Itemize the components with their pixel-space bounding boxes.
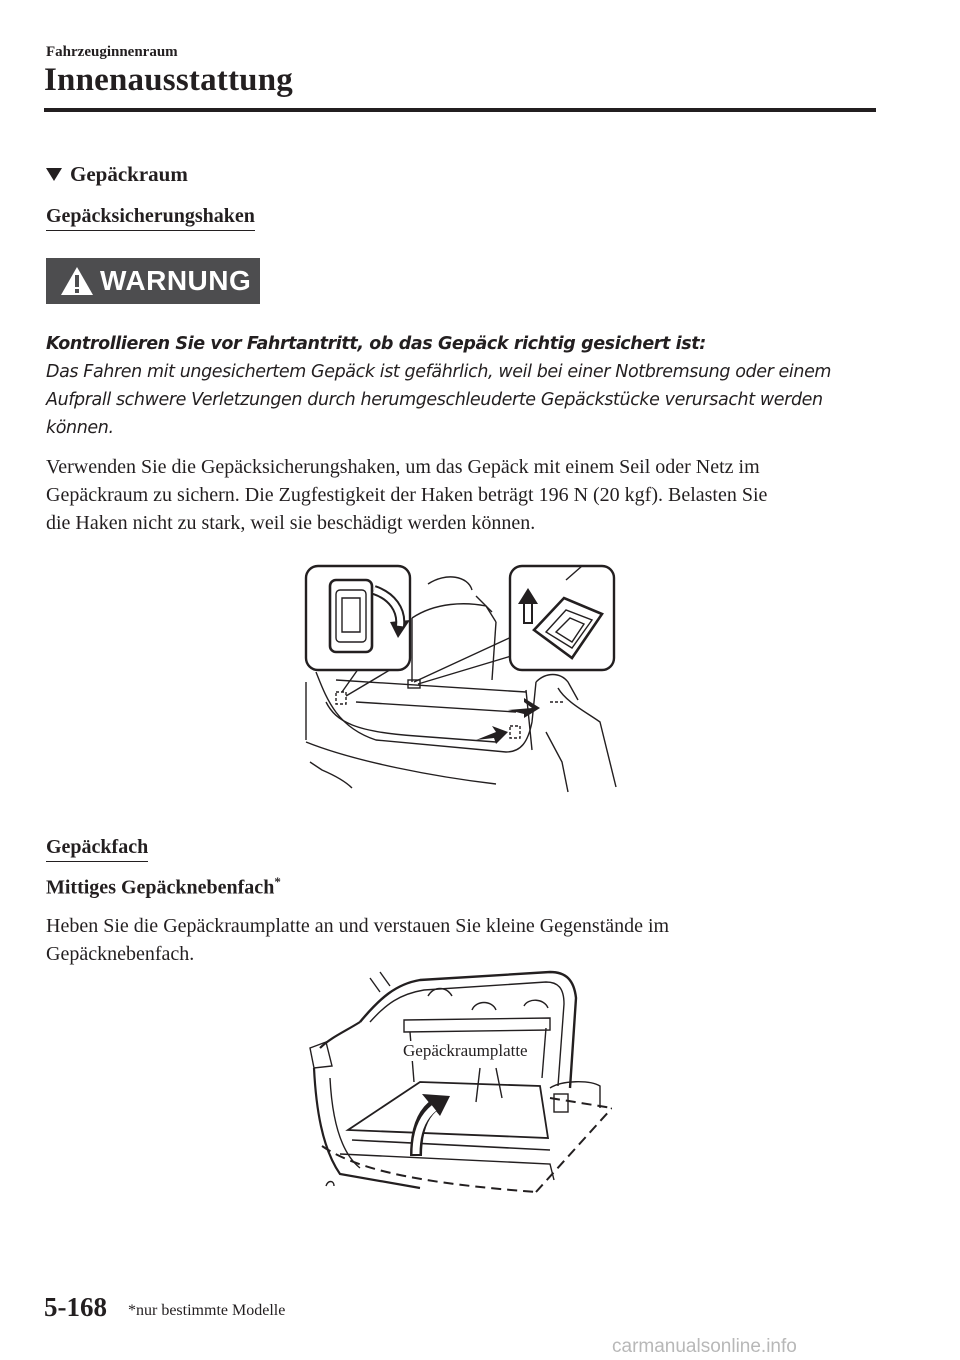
paragraph-line: Verwenden Sie die Gepäcksicherungshaken, um das Gepäck mit einem Seil oder Netz im (46, 456, 760, 478)
warning-line: können. (46, 418, 114, 438)
warning-label: WARNUNG (100, 265, 252, 296)
warning-line: Aufprall schwere Verletzungen durch herumgeschleuderte Gepäckstücke verursacht werden (46, 390, 823, 410)
paragraph-line: Gepäckraum zu sichern. Die Zugfestigkeit der Haken beträgt 196 N (20 kgf). Belasten Sie (46, 484, 768, 506)
cargo-board-label: Gepäckraumplatte (403, 1041, 528, 1060)
paragraph-hooks (46, 453, 866, 537)
watermark: carmanualsonline.info (612, 1336, 797, 1357)
subsection-title-center-compartment (46, 874, 281, 900)
warning-label-box (46, 258, 260, 304)
center-compartment-title: Mittiges Gepäcknebenfach (46, 876, 275, 899)
section-title: Gepäckraum (70, 162, 188, 186)
section-heading (46, 162, 188, 187)
footnote-marker: * (274, 874, 281, 889)
subsection-title-hooks: Gepäcksicherungshaken (46, 205, 255, 231)
title-divider (44, 108, 876, 112)
warning-text (46, 330, 886, 442)
subsection-title-compartment: Gepäckfach (46, 836, 148, 862)
footnote: *nur bestimmte Modelle (128, 1302, 286, 1319)
page-title: Innenausstattung (44, 62, 293, 98)
warning-line: Das Fahren mit ungesichertem Gepäck ist gefährlich, weil bei einer Notbremsung oder einem (46, 362, 832, 382)
warning-triangle-icon (60, 266, 94, 296)
cargo-board-illustration (300, 968, 612, 1204)
paragraph-line: Gepäcknebenfach. (46, 943, 195, 965)
paragraph-line: die Haken nicht zu stark, weil sie beschädigt werden können. (46, 512, 536, 534)
page-number: 5-168 (44, 1292, 107, 1322)
cargo-hooks-illustration (296, 562, 626, 794)
chapter-label: Fahrzeuginnenraum (46, 44, 178, 60)
triangle-down-icon (46, 168, 62, 181)
paragraph-compartment (46, 912, 866, 968)
paragraph-line: Heben Sie die Gepäckraumplatte an und verstauen Sie kleine Gegenstände im (46, 915, 670, 937)
warning-heading: Kontrollieren Sie vor Fahrtantritt, ob das Gepäck richtig gesichert ist: (46, 334, 706, 354)
